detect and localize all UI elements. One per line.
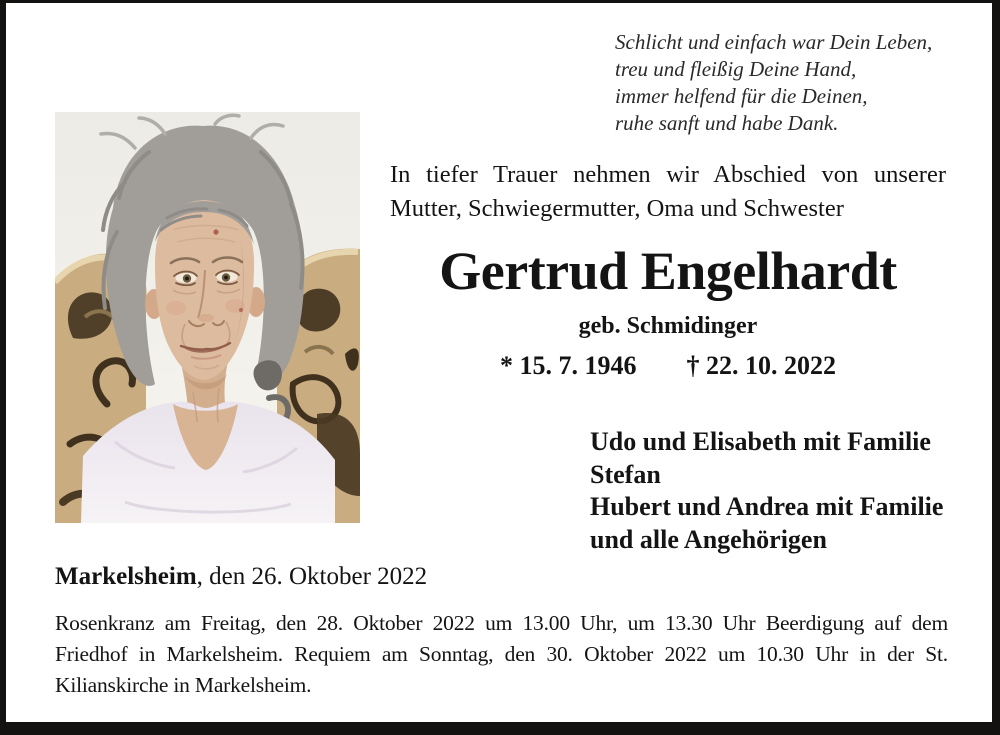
mourner-line: Hubert und Andrea mit Familie (590, 492, 944, 521)
life-dates (390, 351, 946, 381)
intro-line-1: In tiefer Trauer nehmen wir Abschied von unserer (390, 161, 946, 188)
memorial-poem (615, 29, 932, 137)
dateline-place: Markelsheim (55, 563, 197, 590)
maiden-name: geb. Schmidinger (578, 313, 758, 339)
dateline-date: , den 26. Oktober 2022 (196, 563, 428, 590)
funeral-schedule: Rosenkranz am Freitag, den 28. Oktober 2022 um 13.00 Uhr, um 13.30 Uhr Beerdigung auf dem Friedhof in Markelsheim. Requiem am Sonntag, den 30. Oktober 2022 um 10.30 Uhr in der St. Kilianskirche in Markelsheim. (55, 611, 948, 697)
birth-date: * 15. 7. 1946 (500, 351, 637, 380)
poem-line: treu und fleißig Deine Hand, (615, 57, 857, 81)
mourner-line: Stefan (590, 459, 661, 489)
portrait-illustration (55, 112, 360, 523)
dateline (55, 563, 427, 591)
intro-line-2: Mutter, Schwiegermutter, Oma und Schwester (390, 195, 844, 222)
portrait-photo (55, 112, 360, 523)
deceased-name: Gertrud Engelhardt (439, 241, 897, 301)
poem-line: immer helfend für die Deinen, (615, 84, 868, 108)
poem-line: ruhe sanft und habe Dank. (615, 111, 839, 135)
poem-line: Schlicht und einfach war Dein Leben, (615, 30, 933, 54)
death-date: † 22. 10. 2022 (686, 351, 836, 380)
intro-text (390, 158, 946, 226)
mourners-list (590, 426, 943, 556)
mourner-line: und alle Angehörigen (590, 524, 827, 554)
mourner-line: Udo und Elisabeth mit Familie (590, 427, 931, 456)
